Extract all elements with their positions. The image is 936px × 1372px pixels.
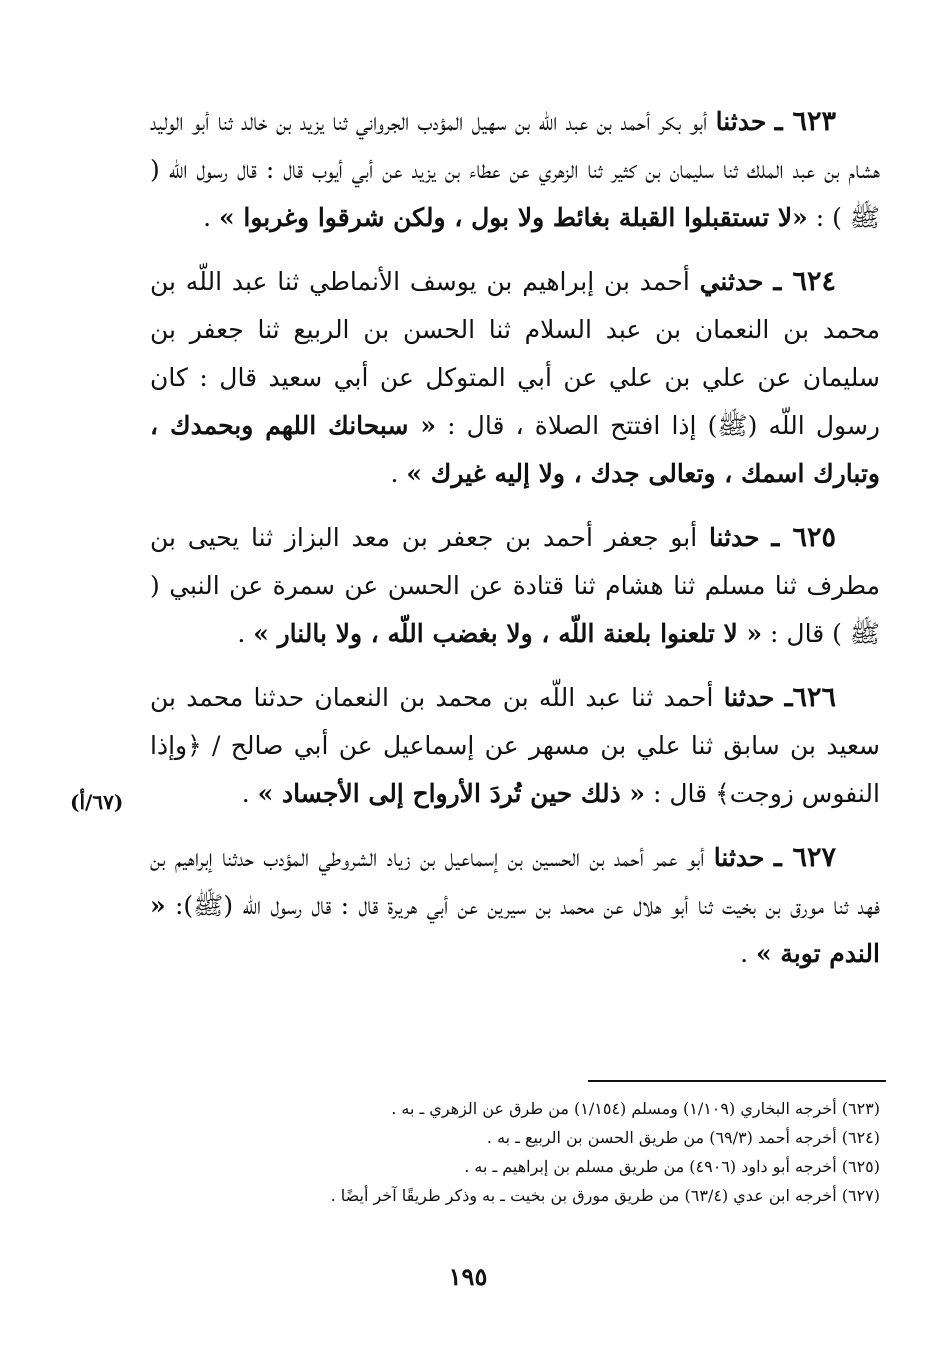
hadith-end: .: [390, 459, 407, 488]
narration-lead: حدثنا: [708, 523, 760, 552]
page-number: ١٩٥: [448, 1262, 488, 1291]
matn-quote: «لا تستقبلوا القبلة بغائط ولا بول ، ولكن شرقوا وغربوا »: [219, 203, 808, 232]
hadith-623: [150, 98, 880, 242]
narration-lead: حدثنا: [713, 843, 765, 872]
isnad-text: أبو بكر أحمد بن عبد اللّه بن سهيل المؤدب الجرواني ثنا يزيد بن خالد ثنا أبو الوليد هشام بن عبد الملك ثنا سليمان بن كثير ثنا الزهري عن عطاء بن يزيد عن أبي أيوب قال : قال رسول اللّه ( ﷺ ) :: [150, 107, 880, 232]
hadith-number: ٦٢٤ ـ: [773, 266, 837, 297]
hadith-627: [150, 834, 880, 978]
isnad-text: أبو جعفر أحمد بن جعفر بن معد البزاز ثنا يحيى بن مطرف ثنا مسلم ثنا هشام ثنا قتادة عن الحسن عن سمرة عن النبي ( ﷺ ) قال :: [150, 523, 880, 648]
hadith-end: .: [241, 779, 258, 808]
hadith-625: [150, 514, 880, 658]
hadith-end: .: [203, 203, 220, 232]
narration-lead: حدثني: [699, 267, 764, 296]
hadith-number: ٦٢٣ ـ: [774, 106, 837, 137]
narration-lead: حدثنا: [715, 107, 767, 136]
hadith-end: .: [237, 619, 254, 648]
narration-lead: حدثنا: [723, 683, 775, 712]
isnad-text: أبو عمر أحمد بن الحسين بن إسماعيل بن زياد الشروطي المؤدب حدثنا إبراهيم بن فهد ثنا مورق بن بخيت ثنا أبو هلال عن محمد بن سيرين عن أبي هريرة قال : قال رسول اللّه (ﷺ):: [150, 843, 880, 920]
isnad-text: أحمد بن إبراهيم بن يوسف الأنماطي ثنا عبد اللّه بن محمد بن النعمان بن عبد السلام ثنا الحسن بن الربيع ثنا جعفر بن سليمان عن علي بن علي عن أبي المتوكل عن أبي سعيد قال : كان رسول اللّه (ﷺ) إذا افتتح الصلاة ، قال :: [150, 267, 880, 440]
footnote-625: (٦٢٥) أخرجه أبو داود (٤٩٠٦) من طريق مسلم بن إبراهيم ـ به .: [464, 1157, 880, 1176]
hadith-624: [150, 258, 880, 498]
matn-quote: « لا تلعنوا بلعنة اللّه ، ولا بغضب اللّه ، ولا بالنار »: [253, 619, 763, 648]
hadith-number: ٦٢٧ ـ: [773, 842, 837, 873]
matn-quote: « ذلك حين تُردَ الأرواح إلى الأجساد »: [257, 779, 646, 808]
footnote-divider: [588, 1080, 886, 1082]
footnote-627: (٦٢٧) أخرجه ابن عدي (٦٣/٤) من طريق مورق بن بخيت ـ به وذكر طريقًا آخر أيضًا .: [330, 1186, 880, 1205]
isnad-text: أحمد ثنا عبد اللّه بن محمد بن النعمان حدثنا محمد بن سعيد بن سابق ثنا علي بن مسهر عن إسماعيل عن أبي صالح / ﴿وإذا النفوس زوجت﴾ قال :: [150, 683, 880, 808]
hadith-end: .: [740, 939, 757, 968]
footnote-623: (٦٢٣) أخرجه البخاري (١/١٠٩) ومسلم (١/١٥٤) من طرق عن الزهري ـ به .: [391, 1099, 880, 1118]
manuscript-folio-ref: (٦٧/أ): [70, 790, 124, 814]
hadith-626: [150, 674, 880, 818]
hadith-text-block: [150, 98, 880, 994]
footnotes: [180, 1094, 880, 1210]
hadith-number: ٦٢٦ـ: [784, 682, 837, 713]
matn-quote: « سبحانك اللهم وبحمدك ، وتبارك اسمك ، وتعالى جدك ، ولا إليه غيرك »: [150, 411, 880, 488]
matn-quote: « الندم توبة »: [150, 891, 880, 968]
footnote-624: (٦٢٤) أخرجه أحمد (٦٩/٣) من طريق الحسن بن الربيع ـ به .: [486, 1128, 880, 1147]
hadith-number: ٦٢٥ ـ: [771, 522, 837, 553]
